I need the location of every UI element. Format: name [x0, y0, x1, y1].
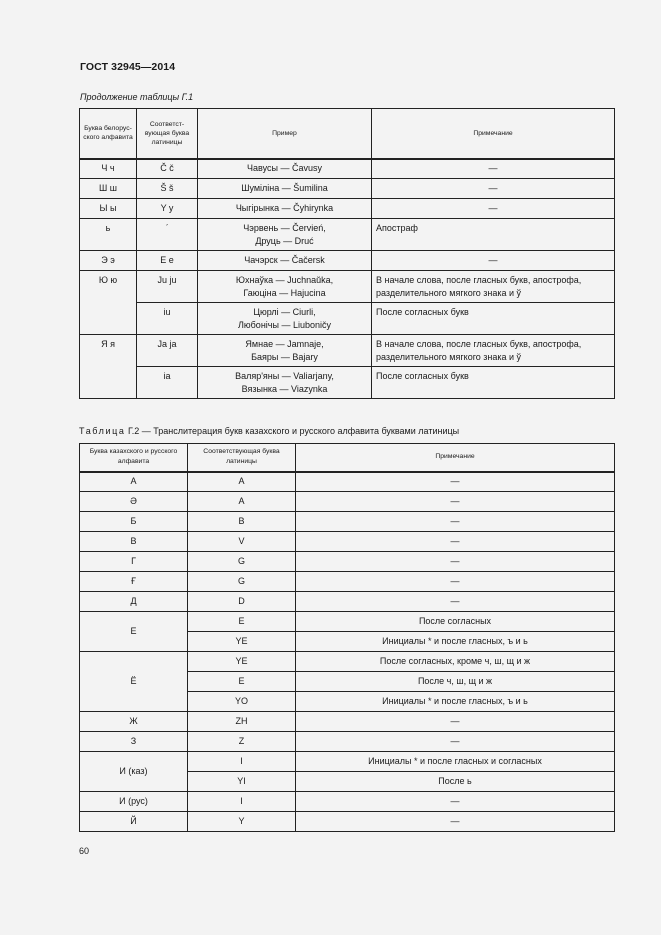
cell-latin: A [188, 492, 296, 512]
cell-latin: I [188, 792, 296, 812]
cell-example [198, 335, 372, 367]
cell-letter: Ы ы [80, 199, 137, 219]
cell-example [198, 219, 372, 251]
cell-note: После согласных букв [372, 367, 615, 399]
cell-letter: Ә [80, 492, 188, 512]
cell-note: После ч, ш, щ и ж [296, 672, 615, 692]
table-row [80, 251, 615, 271]
cell-latin: ia [137, 367, 198, 399]
example-line: Любонічы — Liuboničy [238, 319, 331, 330]
table-g1-continuation [79, 108, 615, 399]
cell-example [198, 303, 372, 335]
example-line: Гаюціна — Hajucina [243, 287, 326, 298]
cell-note: Инициалы * и после гласных, ъ и ь [296, 692, 615, 712]
cell-letter: Й [80, 812, 188, 832]
cell-latin: YO [188, 692, 296, 712]
cell-latin: E [188, 672, 296, 692]
table-row [80, 812, 615, 832]
cell-latin: D [188, 592, 296, 612]
table-row [80, 159, 615, 179]
table-row [80, 712, 615, 732]
table-row [80, 199, 615, 219]
table-row [80, 792, 615, 812]
cell-letter: И (рус) [80, 792, 188, 812]
cell-note: — [296, 552, 615, 572]
cell-note: — [296, 712, 615, 732]
cell-letter: Д [80, 592, 188, 612]
cell-letter: Ж [80, 712, 188, 732]
table-header-row [80, 109, 615, 159]
cell-latin: YE [188, 632, 296, 652]
cell-latin: I [188, 752, 296, 772]
cell-latin: Y y [137, 199, 198, 219]
note-line: разделительного мягкого знака и ў [376, 351, 522, 362]
cell-note: — [296, 572, 615, 592]
cell-latin: B [188, 512, 296, 532]
cell-latin: ˊ [137, 219, 198, 251]
cell-note: — [296, 532, 615, 552]
table-row [80, 367, 615, 399]
cell-example [198, 367, 372, 399]
table-g2 [79, 443, 615, 832]
example-line: Ямнае — Jamnaje, [245, 338, 324, 349]
cell-latin: A [188, 472, 296, 492]
cell-example: Шуміліна — Šumilina [198, 179, 372, 199]
cell-latin: YI [188, 772, 296, 792]
cell-note [372, 271, 615, 303]
cell-letter: Ч ч [80, 159, 137, 179]
cell-letter: В [80, 532, 188, 552]
cell-example: Чыгірынка — Čyhirynka [198, 199, 372, 219]
cell-letter: А [80, 472, 188, 492]
cell-letter: Г [80, 552, 188, 572]
note-line: В начале слова, после гласных букв, апострофа, [376, 274, 582, 285]
cell-example: Чачэрск — Čačersk [198, 251, 372, 271]
cell-example [198, 271, 372, 303]
table-row [80, 612, 615, 632]
table-row [80, 752, 615, 772]
cell-letter: Е [80, 612, 188, 652]
cell-note: — [372, 199, 615, 219]
header-note: Примечание [296, 444, 615, 472]
cell-note: — [372, 179, 615, 199]
cell-latin: Ju ju [137, 271, 198, 303]
cell-latin: Y [188, 812, 296, 832]
cell-latin: G [188, 572, 296, 592]
cell-letter: Ё [80, 652, 188, 712]
table-row [80, 335, 615, 367]
table-row [80, 472, 615, 492]
table-row [80, 572, 615, 592]
cell-letter: И (каз) [80, 752, 188, 792]
table-g2-caption [79, 426, 459, 436]
cell-note: После ь [296, 772, 615, 792]
cell-note: — [372, 251, 615, 271]
cell-letter: Э э [80, 251, 137, 271]
cell-note: После согласных [296, 612, 615, 632]
table-row [80, 303, 615, 335]
cell-note: Апостраф [372, 219, 615, 251]
cell-letter: Я я [80, 335, 137, 399]
cell-latin: YE [188, 652, 296, 672]
cell-note: — [372, 159, 615, 179]
cell-note: — [296, 492, 615, 512]
cell-note: После согласных букв [372, 303, 615, 335]
header-latin: Соответствующая буква латиницы [188, 444, 296, 472]
cell-note: — [296, 472, 615, 492]
header-example: Пример [198, 109, 372, 159]
header-letter: Буква белорус-ского алфавита [80, 109, 137, 159]
cell-note: — [296, 732, 615, 752]
cell-latin: V [188, 532, 296, 552]
example-line: Вязынка — Viazynka [241, 383, 328, 394]
header-note: Примечание [372, 109, 615, 159]
table-row [80, 512, 615, 532]
table-row [80, 652, 615, 672]
example-line: Юхнаўка — Juchnaŭka, [235, 274, 334, 285]
example-line: Баяры — Bajary [251, 351, 318, 362]
cell-note: — [296, 812, 615, 832]
cell-note [372, 335, 615, 367]
cell-latin: iu [137, 303, 198, 335]
table-row [80, 732, 615, 752]
cell-latin: E e [137, 251, 198, 271]
cell-latin: G [188, 552, 296, 572]
cell-latin: Č č [137, 159, 198, 179]
example-line: Валяр'яны — Valiarjany, [235, 370, 334, 381]
cell-note: — [296, 512, 615, 532]
cell-note: — [296, 592, 615, 612]
cell-latin: ZH [188, 712, 296, 732]
page-number: 60 [79, 846, 90, 856]
cell-note: Инициалы * и после гласных и согласных [296, 752, 615, 772]
caption-label: Таблица [79, 426, 126, 436]
table-row [80, 592, 615, 612]
standard-header: ГОСТ 32945—2014 [80, 61, 176, 73]
note-line: разделительного мягкого знака и ў [376, 287, 522, 298]
note-line: В начале слова, после гласных букв, апострофа, [376, 338, 582, 349]
cell-latin: E [188, 612, 296, 632]
cell-letter: Ғ [80, 572, 188, 592]
cell-letter: Ю ю [80, 271, 137, 335]
table-row [80, 271, 615, 303]
table-row [80, 492, 615, 512]
cell-letter: Б [80, 512, 188, 532]
header-letter: Буква казахского и русского алфавита [80, 444, 188, 472]
example-line: Друць — Druć [255, 235, 314, 246]
example-line: Цюрлі — Ciurli, [253, 306, 316, 317]
cell-note: Инициалы * и после гласных, ъ и ь [296, 632, 615, 652]
cell-note: — [296, 792, 615, 812]
table-row [80, 532, 615, 552]
caption-text: Г.2 — Транслитерация букв казахского и русского алфавита буквами латиницы [125, 426, 460, 436]
cell-example: Чавусы — Čavusy [198, 159, 372, 179]
cell-latin: Z [188, 732, 296, 752]
table-row [80, 179, 615, 199]
cell-note: После согласных, кроме ч, ш, щ и ж [296, 652, 615, 672]
cell-latin: Š š [137, 179, 198, 199]
table-continuation-caption: Продолжение таблицы Г.1 [80, 92, 194, 102]
cell-letter: ь [80, 219, 137, 251]
table-row [80, 219, 615, 251]
header-latin: Соответст-вующая буква латиницы [137, 109, 198, 159]
cell-letter: З [80, 732, 188, 752]
cell-letter: Ш ш [80, 179, 137, 199]
example-line: Чэрвень — Červień, [243, 222, 326, 233]
cell-latin: Ja ja [137, 335, 198, 367]
table-row [80, 552, 615, 572]
table-header-row [80, 444, 615, 472]
